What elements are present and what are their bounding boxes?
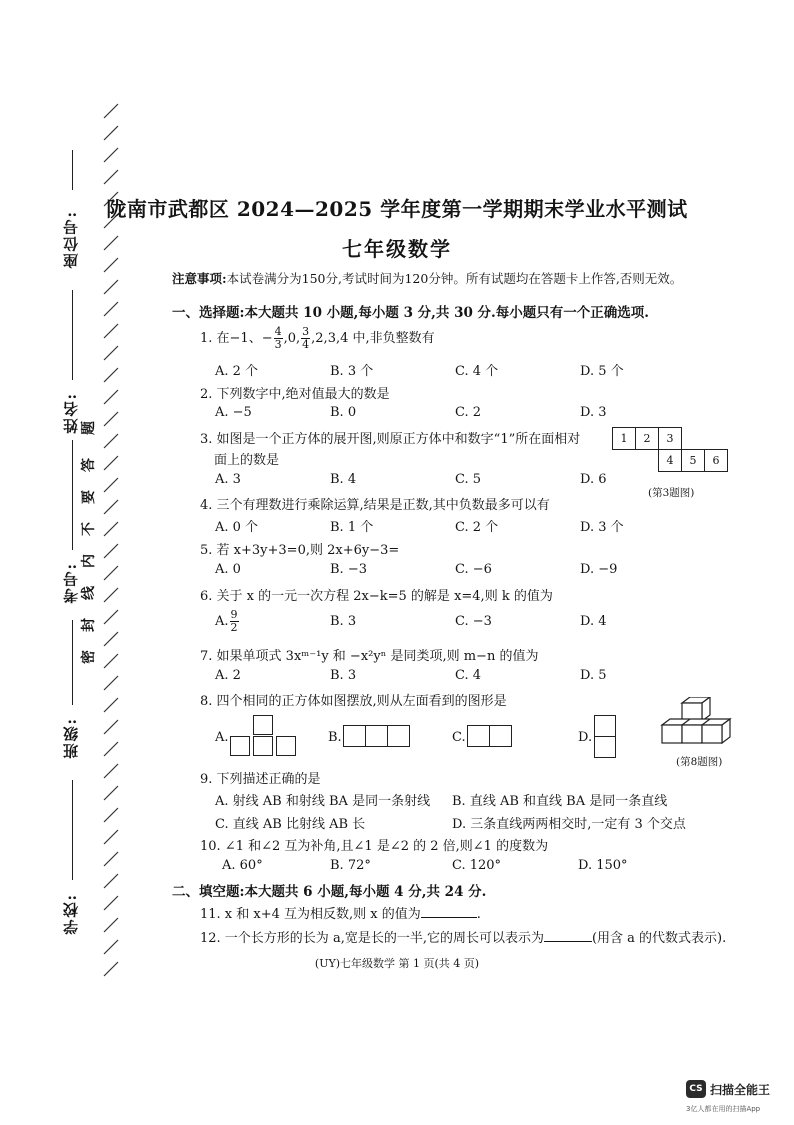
option: D. 3 <box>580 405 607 420</box>
option: A. 3 <box>215 472 241 487</box>
exam-title: 陇南市武都区 2024—2025 学年度第一学期期末学业水平测试 <box>106 197 688 221</box>
net-cell: 2 <box>635 427 659 450</box>
seal-char: 不 <box>81 522 97 536</box>
q1-fraction-1: $\frac{4}{3}$ <box>274 325 282 351</box>
camscanner-logo-icon: CS <box>686 1080 706 1098</box>
option: D. −9 <box>580 562 618 577</box>
option: A. 60° <box>222 858 263 873</box>
notice-label: 注意事项: <box>172 271 227 286</box>
slash-mark <box>104 896 118 910</box>
option: A. 2 <box>215 668 241 683</box>
option: C. 直线 AB 比射线 AB 长 <box>215 817 366 832</box>
q1-text-b: ,0, <box>283 331 301 346</box>
question-3-stem-line2: 面上的数是 <box>214 453 280 468</box>
q12-answer-blank[interactable] <box>544 929 592 942</box>
question-1-stem <box>200 326 435 351</box>
option: B. −3 <box>330 562 367 577</box>
seat-label: 座位号: <box>62 210 80 269</box>
net-cell: 5 <box>681 449 705 472</box>
slash-mark <box>104 918 118 932</box>
question-7-stem: 7. 如果单项式 3xᵐ⁻¹y 和 −x²yⁿ 是同类项,则 m−n 的值为 <box>200 649 539 664</box>
slash-mark <box>104 346 118 360</box>
option: D. 150° <box>578 858 628 873</box>
slash-mark <box>104 478 118 492</box>
slash-mark <box>104 610 118 624</box>
q1-text-a: 1. 在−1、 <box>200 331 262 346</box>
section-2-heading: 二、填空题:本大题共 6 小题,每小题 4 分,共 24 分. <box>172 884 487 900</box>
slash-mark <box>104 632 118 646</box>
option: C. −6 <box>455 562 492 577</box>
option: C. 4 <box>455 668 482 683</box>
question-9-stem: 9. 下列描述正确的是 <box>200 772 321 787</box>
exam-no-label: 考号: <box>62 562 80 604</box>
slash-mark <box>104 698 118 712</box>
net-cell: 1 <box>612 427 636 450</box>
name-label: 姓名: <box>62 392 80 434</box>
slash-mark <box>104 522 118 536</box>
seal-char: 密 <box>81 650 97 664</box>
figure-8-cubes <box>660 697 742 753</box>
slash-mark <box>104 280 118 294</box>
slash-mark <box>104 588 118 602</box>
net-cell: 4 <box>658 449 682 472</box>
option: D. 5 <box>580 668 607 683</box>
option: D. 3 个 <box>580 520 624 535</box>
option-a-fraction: A. $\frac{9}{2}$ <box>215 608 238 634</box>
class-label: 班级: <box>62 717 80 759</box>
slash-mark <box>104 302 118 316</box>
question-3-stem-line1: 3. 如图是一个正方体的展开图,则原正方体中和数字“1”所在面相对 <box>200 432 581 447</box>
option-letter: D. <box>578 730 593 745</box>
slash-mark <box>104 874 118 888</box>
q11-answer-blank[interactable] <box>421 905 477 918</box>
option: A. 0 <box>215 562 241 577</box>
slash-mark <box>104 676 118 690</box>
slash-mark <box>104 720 118 734</box>
option: B. 4 <box>330 472 357 487</box>
option-letter: B. <box>328 730 342 745</box>
option: D. 6 <box>580 472 607 487</box>
option: D. 4 <box>580 614 607 629</box>
stacked-cubes-drawing <box>660 697 742 749</box>
option: C. −3 <box>455 614 492 629</box>
figure-8-caption: (第8题图) <box>676 756 723 768</box>
slash-mark <box>104 148 118 162</box>
option: B. 3 <box>330 668 357 683</box>
option: D. 5 个 <box>580 364 624 379</box>
notice <box>172 269 682 287</box>
option-letter: C. <box>452 730 466 745</box>
exam-no-underline <box>72 440 73 550</box>
option: C. 2 <box>455 405 482 420</box>
question-11: 11. x 和 x+4 互为相反数,则 x 的值为 . <box>200 907 481 922</box>
question-10-stem: 10. ∠1 和∠2 互为补角,且∠1 是∠2 的 2 倍,则∠1 的度数为 <box>200 839 549 854</box>
net-cell: 6 <box>704 449 728 472</box>
slash-mark <box>104 808 118 822</box>
watermark-app-name: 扫描全能王 <box>710 1083 771 1097</box>
section-1-heading: 一、选择题:本大题共 10 小题,每小题 3 分,共 30 分.每小题只有一个正确选项. <box>172 305 649 321</box>
slash-mark <box>104 434 118 448</box>
slash-mark <box>104 764 118 778</box>
seal-char: 线 <box>81 586 97 600</box>
notice-text: 本试卷满分为150分,考试时间为120分钟。所有试题均在答题卡上作答,否则无效。 <box>226 271 683 286</box>
slash-mark <box>104 544 118 558</box>
net-cell: 3 <box>658 427 682 450</box>
school-underline <box>72 780 73 880</box>
option: C. 5 <box>455 472 482 487</box>
option: B. 3 个 <box>330 364 374 379</box>
slash-mark <box>104 566 118 580</box>
slash-mark <box>104 456 118 470</box>
slash-mark <box>104 368 118 382</box>
slash-mark <box>104 126 118 140</box>
q1-fraction-2: $\frac{3}{4}$ <box>302 325 310 351</box>
option: C. 120° <box>452 858 502 873</box>
slash-mark <box>104 500 118 514</box>
slash-mark <box>104 390 118 404</box>
question-2-stem: 2. 下列数字中,绝对值最大的数是 <box>200 387 390 402</box>
question-8-stem: 8. 四个相同的正方体如图摆放,则从左面看到的图形是 <box>200 694 507 709</box>
slash-mark <box>104 170 118 184</box>
name-underline <box>72 290 73 380</box>
slash-mark <box>104 742 118 756</box>
slash-mark <box>104 412 118 426</box>
slash-mark <box>104 654 118 668</box>
option: C. 4 个 <box>455 364 499 379</box>
figure-3-caption: (第3题图) <box>648 487 695 499</box>
option: D. 三条直线两两相交时,一定有 3 个交点 <box>452 817 686 832</box>
watermark-tagline: 3亿人都在用的扫描App <box>686 1105 761 1113</box>
option: A. 射线 AB 和射线 BA 是同一条射线 <box>215 794 431 809</box>
option: A. 2 个 <box>215 364 259 379</box>
seal-char: 要 <box>81 490 97 504</box>
class-underline <box>72 620 73 705</box>
option-letter: A. <box>215 730 229 745</box>
question-6-stem: 6. 关于 x 的一元一次方程 2x−k=5 的解是 x=4,则 k 的值为 <box>200 589 553 604</box>
seal-char: 题 <box>81 421 97 435</box>
seal-char: 内 <box>81 554 97 568</box>
q1-text-c: ,2,3,4 中,非负整数有 <box>311 331 435 346</box>
option: B. 直线 AB 和直线 BA 是同一条直线 <box>452 794 668 809</box>
slash-mark <box>104 324 118 338</box>
option: B. 1 个 <box>330 520 374 535</box>
option: C. 2 个 <box>455 520 499 535</box>
exam-subtitle: 七年级数学 <box>342 237 452 261</box>
question-12: 12. 一个长方形的长为 a,宽是长的一半,它的周长可以表示为 (用含 a 的代数式表示). <box>200 931 727 946</box>
option: B. 0 <box>330 405 357 420</box>
option: A. 0 个 <box>215 520 259 535</box>
school-label: 学校: <box>62 893 80 935</box>
seal-char: 封 <box>81 618 97 632</box>
option: A. −5 <box>215 405 252 420</box>
option: B. 72° <box>330 858 371 873</box>
slash-mark <box>104 940 118 954</box>
seal-char: 答 <box>81 458 97 472</box>
cube-net-figure <box>612 427 748 477</box>
question-5-stem: 5. 若 x+3y+3=0,则 2x+6y−3= <box>200 543 400 558</box>
slash-mark <box>104 786 118 800</box>
slash-mark <box>104 104 118 118</box>
q6-fraction: $\frac{9}{2}$ <box>230 608 238 634</box>
page-footer: (UY)七年级数学 第 1 页(共 4 页) <box>314 957 480 970</box>
q1-frac1-sign: − <box>261 331 273 346</box>
question-4-stem: 4. 三个有理数进行乘除运算,结果是正数,其中负数最多可以有 <box>200 498 550 513</box>
seat-underline <box>72 150 73 190</box>
slash-mark <box>104 852 118 866</box>
binding-slash-border <box>100 100 124 980</box>
slash-mark <box>104 830 118 844</box>
option: B. 3 <box>330 614 357 629</box>
